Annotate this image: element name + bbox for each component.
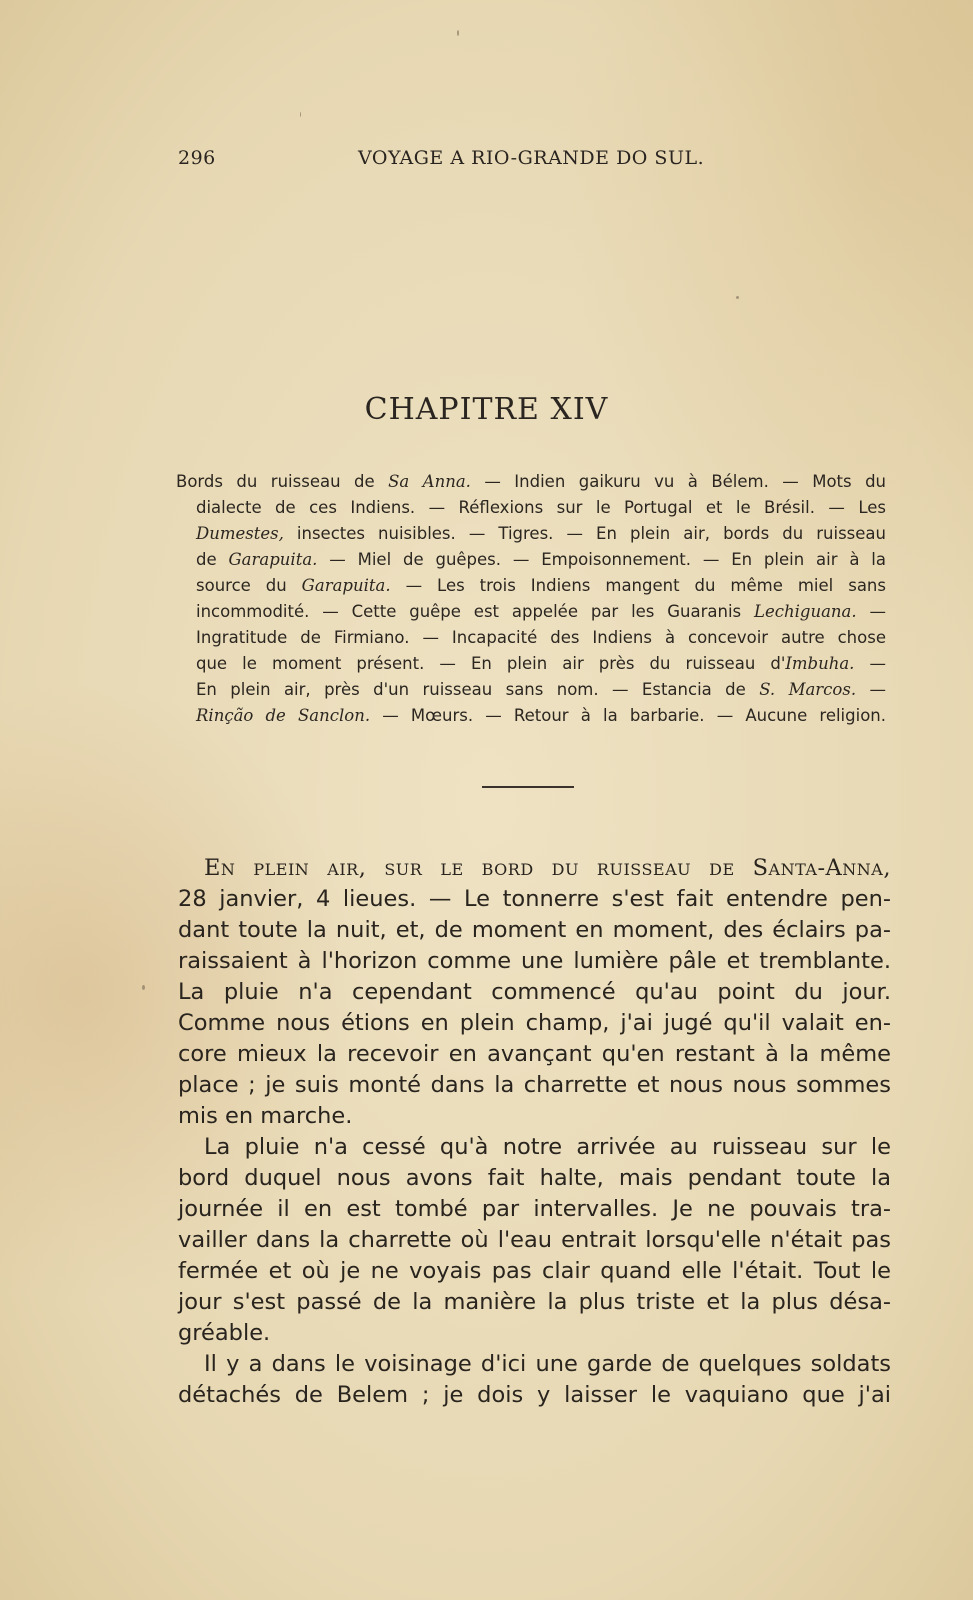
summary-line: source du Garapuita. — Les trois Indiens mangent du même miel sans (196, 576, 886, 595)
summary-line: Ingratitude de Firmiano. — Incapacité des Indiens à concevoir autre chose (196, 628, 886, 647)
chapter-summary (176, 469, 886, 729)
text-line: bord duquel nous avons fait halte, mais pendant toute la (178, 1165, 891, 1191)
opening-line: En plein air, sur le bord du ruisseau de Santa-Anna, (204, 855, 891, 881)
summary-line: Bords du ruisseau de Sa Anna. — Indien gaikuru vu à Bélem. — Mots du (176, 472, 886, 491)
text-line: Comme nous étions en plein champ, j'ai jugé qu'il valait en- (178, 1010, 891, 1036)
text-line: mis en marche. (178, 1103, 353, 1129)
text-line: fermée et où je ne voyais pas clair quand elle l'était. Tout le (178, 1258, 891, 1284)
text-line: jour s'est passé de la manière la plus triste et la plus désa- (178, 1289, 891, 1315)
text-line: vailler dans la charrette où l'eau entrait lorsqu'elle n'était pas (178, 1227, 891, 1253)
text-line: La pluie n'a cependant commencé qu'au point du jour. (178, 979, 891, 1005)
text-line: place ; je suis monté dans la charrette et nous nous sommes (178, 1072, 891, 1098)
paper-speck (300, 112, 301, 117)
summary-line: Dumestes, insectes nuisibles. — Tigres. — En plein air, bords du ruisseau (196, 524, 886, 543)
text-line: dant toute la nuit, et, de moment en moment, des éclairs pa- (178, 917, 891, 943)
text-line: détachés de Belem ; je dois y laisser le vaquiano que j'ai (178, 1382, 891, 1408)
summary-line: que le moment présent. — En plein air près du ruisseau d'Imbuha. — (196, 654, 886, 673)
text-line: journée il en est tombé par intervalles. Je ne pouvais tra- (178, 1196, 891, 1222)
paper-speck (457, 30, 459, 36)
text-line: gréable. (178, 1320, 271, 1346)
summary-line: incommodité. — Cette guêpe est appelée par les Guaranis Lechiguana. — (196, 602, 887, 621)
paper-speck (142, 985, 145, 990)
summary-line: Rinção de Sanclon. — Mœurs. — Retour à la barbarie. — Aucune religion. (196, 706, 886, 725)
text-line: La pluie n'a cessé qu'à notre arrivée au ruisseau sur le (204, 1134, 891, 1160)
section-divider (482, 786, 574, 788)
page-number: 296 (178, 147, 216, 169)
paper-speck (736, 296, 739, 299)
summary-line: dialecte de ces Indiens. — Réflexions sur le Portugal et le Brésil. — Les (196, 498, 886, 517)
body-text (178, 853, 891, 1411)
summary-line: de Garapuita. — Miel de guêpes. — Empoisonnement. — En plein air à la (196, 550, 886, 569)
text-line: Il y a dans le voisinage d'ici une garde de quelques soldats (204, 1351, 891, 1377)
summary-line: En plein air, près d'un ruisseau sans nom. — Estancia de S. Marcos. — (196, 680, 886, 699)
text-line: core mieux la recevoir en avançant qu'en restant à la même (178, 1041, 891, 1067)
running-head (178, 147, 705, 169)
text-line: raissaient à l'horizon comme une lumière pâle et tremblante. (178, 948, 891, 974)
text-line: 28 janvier, 4 lieues. — Le tonnerre s'est fait entendre pen- (178, 886, 891, 912)
chapter-title: CHAPITRE XIV (364, 392, 609, 427)
running-title: VOYAGE A RIO-GRANDE DO SUL. (358, 147, 705, 169)
